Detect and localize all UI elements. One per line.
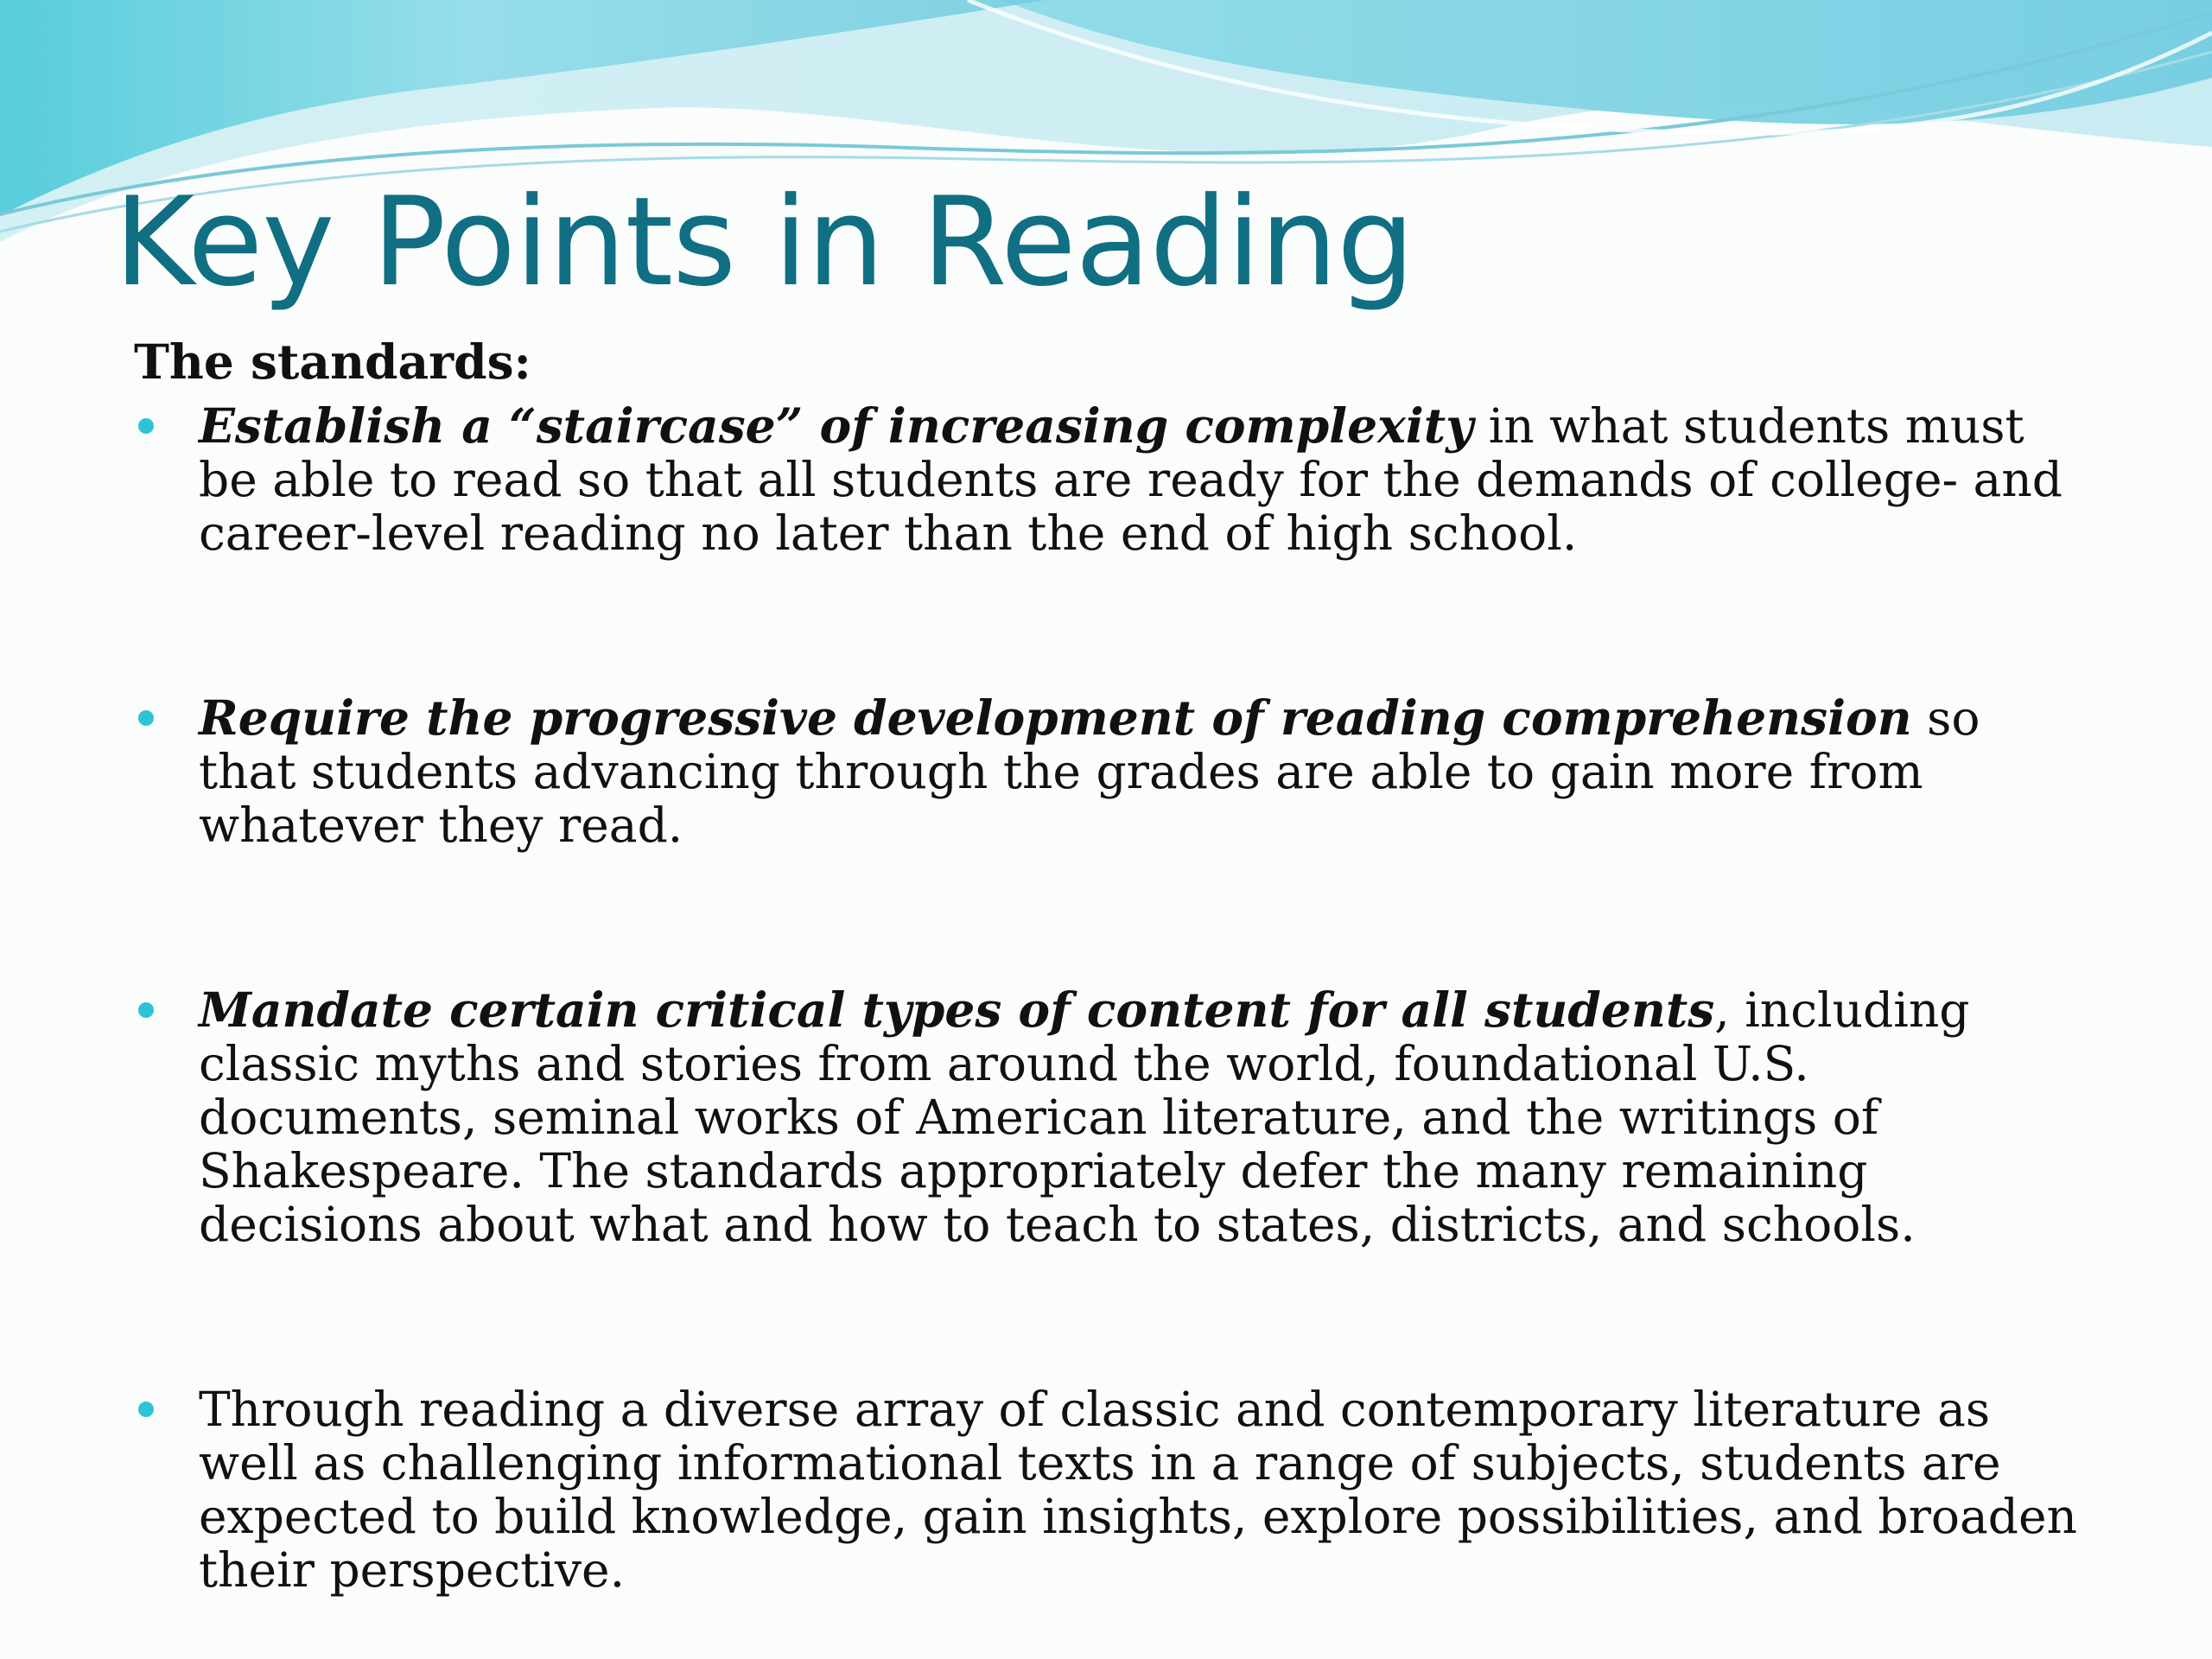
bullet-item-staircase xyxy=(134,399,2087,560)
slide-body xyxy=(134,335,2087,1597)
round-bullet-icon xyxy=(138,710,154,726)
bullet-emphasis: Require the progressive development of reading comprehension xyxy=(199,690,1912,746)
bullet-item-comprehension xyxy=(134,691,2087,852)
bullet-text: , including classic myths and stories from around the world, foundational U.S. documents, seminal works of American literature, and the writings of Shakespeare. The standards appropriately defer the many remaining decisions about what and how to teach to states, districts, and schools. xyxy=(199,982,1970,1252)
bullet-item-diverse-reading xyxy=(134,1382,2087,1597)
bullet-list xyxy=(134,399,2087,1597)
standards-heading: The standards: xyxy=(134,334,531,390)
bullet-text: in what students must be able to read so that all students are ready for the demands of college- and career-level reading no later than the end of high school. xyxy=(199,398,2063,561)
slide-title: Key Points in Reading xyxy=(114,171,1414,314)
bullet-text: so that students advancing through the grades are able to gain more from whatever they read. xyxy=(199,690,1980,853)
bullet-emphasis: Establish a “staircase” of increasing complexity xyxy=(199,397,1474,454)
round-bullet-icon xyxy=(138,418,154,434)
round-bullet-icon xyxy=(138,1402,154,1417)
bullet-text: Through reading a diverse array of classic and contemporary literature as well as challenging informational texts in a range of subjects, students are expected to build knowledge, gain insights, explore possibilities, and broaden their perspective. xyxy=(199,1382,2077,1598)
round-bullet-icon xyxy=(138,1002,154,1018)
bullet-item-content xyxy=(134,983,2087,1251)
bullet-emphasis: Mandate certain critical types of content for all students xyxy=(199,982,1715,1038)
